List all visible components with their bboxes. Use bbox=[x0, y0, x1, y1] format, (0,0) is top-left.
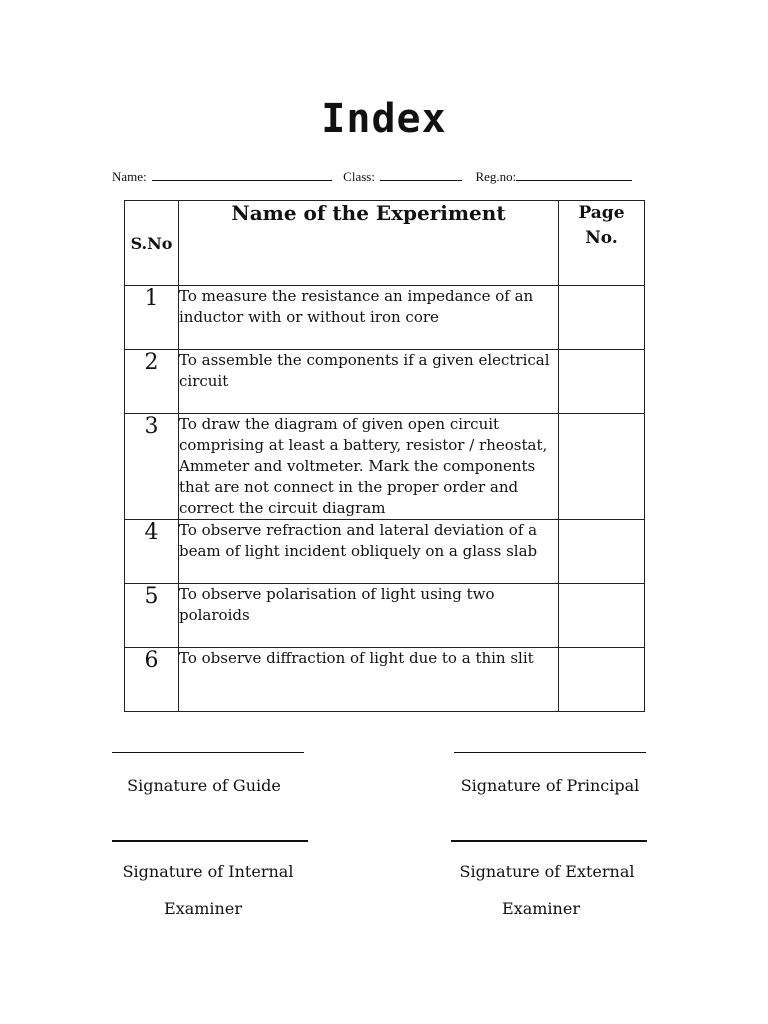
table-row bbox=[125, 350, 645, 414]
class-blank[interactable] bbox=[380, 168, 462, 181]
row-sno: 1 bbox=[125, 286, 179, 350]
header-page-no bbox=[559, 201, 645, 286]
table-header-row bbox=[125, 201, 645, 286]
experiment-index-table bbox=[124, 200, 645, 712]
external-examiner-label-line1: Signature of External bbox=[459, 862, 635, 881]
row-experiment-name: To measure the resistance an impedance of an inductor with or without iron core bbox=[179, 286, 559, 350]
row-experiment-name: To assemble the components if a given electrical circuit bbox=[179, 350, 559, 414]
row-page-cell[interactable] bbox=[559, 350, 645, 414]
internal-signature-line[interactable] bbox=[112, 840, 308, 842]
row-sno: 6 bbox=[125, 648, 179, 712]
name-label: Name: bbox=[112, 169, 147, 184]
row-page-cell[interactable] bbox=[559, 520, 645, 584]
row-sno: 5 bbox=[125, 584, 179, 648]
row-experiment-name: To observe polarisation of light using two polaroids bbox=[179, 584, 559, 648]
external-examiner-label-line2: Examiner bbox=[502, 899, 580, 918]
row-page-cell[interactable] bbox=[559, 286, 645, 350]
table-row bbox=[125, 648, 645, 712]
header-page-line1: Page bbox=[578, 203, 625, 223]
header-sno: S.No bbox=[125, 201, 179, 286]
row-sno: 4 bbox=[125, 520, 179, 584]
internal-examiner-label-line2: Examiner bbox=[164, 899, 242, 918]
principal-signature-label: Signature of Principal bbox=[460, 776, 640, 795]
regno-blank[interactable] bbox=[516, 168, 632, 181]
row-sno: 2 bbox=[125, 350, 179, 414]
page-title: Index bbox=[321, 96, 447, 142]
row-page-cell[interactable] bbox=[559, 414, 645, 520]
internal-examiner-label-line1: Signature of Internal bbox=[122, 862, 294, 881]
row-sno: 3 bbox=[125, 414, 179, 520]
row-experiment-name: To observe diffraction of light due to a thin slit bbox=[179, 648, 559, 712]
table-row bbox=[125, 414, 645, 520]
row-experiment-name: To observe refraction and lateral deviation of a beam of light incident obliquely on a glass slab bbox=[179, 520, 559, 584]
class-label: Class: bbox=[343, 169, 375, 184]
table-row bbox=[125, 520, 645, 584]
row-experiment-name: To draw the diagram of given open circuit comprising at least a battery, resistor / rheostat, Ammeter and voltmeter. Mark the components that are not connect in the proper order and correct the circuit diagram bbox=[179, 414, 559, 520]
header-experiment-name: Name of the Experiment bbox=[179, 201, 559, 286]
external-signature-line[interactable] bbox=[451, 840, 647, 842]
principal-signature-line[interactable] bbox=[454, 752, 646, 753]
guide-signature-label: Signature of Guide bbox=[127, 776, 281, 795]
student-info-line bbox=[112, 168, 632, 185]
table-row bbox=[125, 286, 645, 350]
table-row bbox=[125, 584, 645, 648]
regno-label: Reg.no: bbox=[475, 169, 517, 184]
header-page-line2: No. bbox=[585, 228, 618, 248]
guide-signature-line[interactable] bbox=[112, 752, 304, 753]
row-page-cell[interactable] bbox=[559, 648, 645, 712]
row-page-cell[interactable] bbox=[559, 584, 645, 648]
name-blank[interactable] bbox=[152, 168, 332, 181]
